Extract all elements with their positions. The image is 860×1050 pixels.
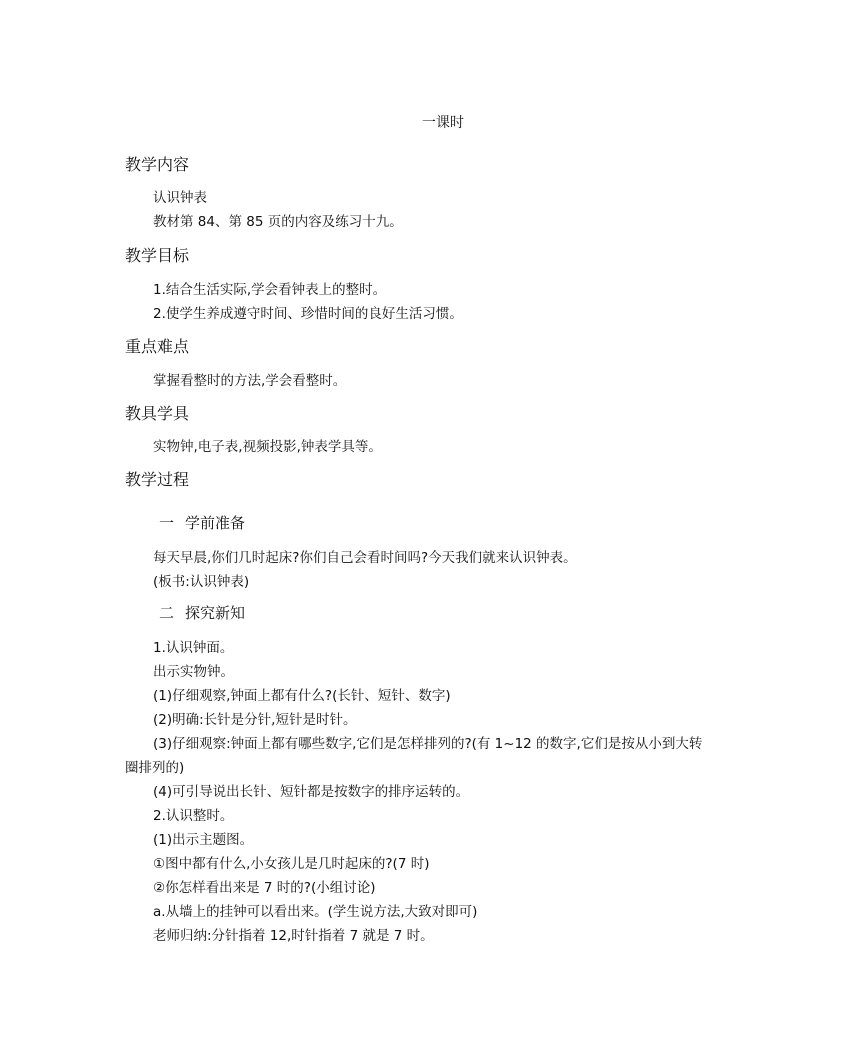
process-part-heading [159,606,245,621]
content-line: 教材第 84、第 85 页的内容及练习十九。 [153,214,403,230]
process-line: 圈排列的) [125,760,185,776]
part-title: 探究新知 [185,604,246,622]
part-number: 一 [159,514,175,532]
goal-line: 1.结合生活实际,学会看钟表上的整时。 [153,282,387,298]
process-line: 2.认识整时。 [153,808,234,824]
process-line: 每天早晨,你们几时起床?你们自己会看时间吗?今天我们就来认识钟表。 [153,550,577,566]
process-line: (2)明确:长针是分针,短针是时针。 [153,712,357,728]
section-heading-key-points: 重点难点 [125,337,190,356]
content-line: 认识钟表 [153,190,207,206]
section-heading-process: 教学过程 [125,470,190,489]
section-heading-tools: 教具学具 [125,404,190,423]
section-heading-content: 教学内容 [125,155,190,174]
section-heading-goals: 教学目标 [125,246,190,265]
process-line: ②你怎样看出来是 7 时的?(小组讨论) [153,880,376,896]
part-title: 学前准备 [185,514,246,532]
process-line: (3)仔细观察:钟面上都有哪些数字,它们是怎样排列的?(有 1~12 的数字,它们是按从小到大转 [153,736,703,752]
key-point-line: 掌握看整时的方法,学会看整时。 [153,373,347,389]
process-line: 出示实物钟。 [153,664,234,680]
process-line: a.从墙上的挂钟可以看出来。(学生说方法,大致对即可) [153,904,478,920]
process-part-heading [159,516,245,531]
goal-line: 2.使学生养成遵守时间、珍惜时间的良好生活习惯。 [153,306,463,322]
process-line: (板书:认识钟表) [153,574,250,590]
process-line: 1.认识钟面。 [153,640,234,656]
process-line: (1)仔细观察,钟面上都有什么?(长针、短针、数字) [153,688,451,704]
lesson-period-title: 一课时 [422,115,464,131]
tools-line: 实物钟,电子表,视频投影,钟表学具等。 [153,439,382,455]
process-line: (1)出示主题图。 [153,832,254,848]
process-line: ①图中都有什么,小女孩儿是几时起床的?(7 时) [153,856,430,872]
process-line: (4)可引导说出长针、短针都是按数字的排序运转的。 [153,784,470,800]
process-line: 老师归纳:分针指着 12,时针指着 7 就是 7 时。 [153,928,434,944]
part-number: 二 [159,604,175,622]
